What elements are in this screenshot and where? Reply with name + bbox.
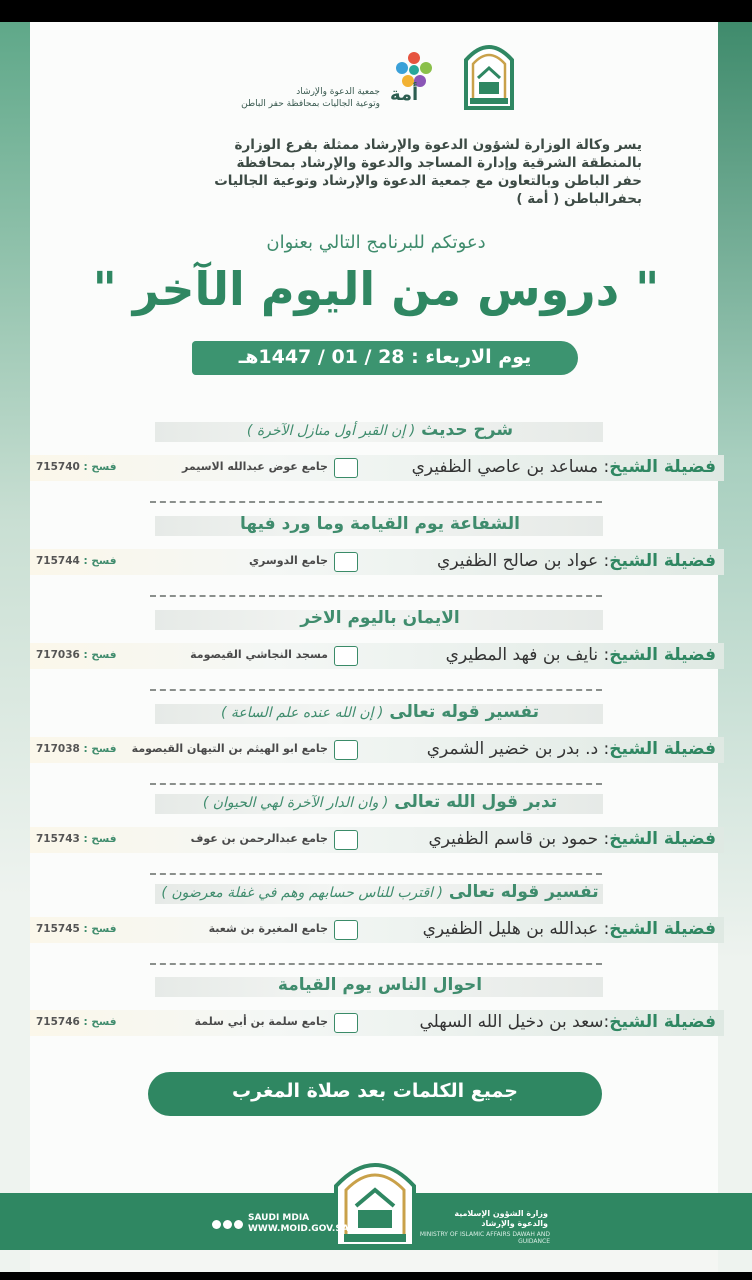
ministry-logo-icon — [462, 38, 516, 110]
site-info — [248, 1213, 349, 1235]
social-icons[interactable] — [212, 1214, 246, 1226]
sheikh-label: فضيلة الشيخ — [609, 1012, 716, 1032]
sheikh-name: : عبدالله بن هليل الظفيري — [422, 919, 610, 939]
mosque-icon — [334, 920, 358, 940]
sheikh-label: فضيلة الشيخ — [609, 645, 716, 665]
sheikh-name: : حمود بن قاسم الظفيري — [428, 829, 610, 849]
mosque-name: جامع عبدالرحمن بن عوف — [190, 832, 328, 845]
dashed-divider — [150, 963, 602, 965]
sheikh-label: فضيلة الشيخ — [609, 739, 716, 759]
lesson-topic-verse: ( إن القبر أول منازل الآخرة ) — [246, 423, 416, 439]
site-url[interactable]: WWW.MOID.GOV.SA — [248, 1224, 349, 1234]
permit-code — [36, 923, 116, 935]
permit-code — [36, 649, 116, 661]
mosque-icon — [334, 646, 358, 666]
permit-code — [36, 1016, 116, 1028]
lesson-topic — [120, 420, 640, 440]
sheikh-name: : نايف بن فهد المطيري — [445, 645, 610, 665]
date-text: يوم الاربعاء : 28 / 01 / 1447هـ — [238, 346, 532, 368]
permit-number: 717036 — [36, 649, 80, 661]
lesson-topic — [120, 975, 640, 995]
lesson-topic-verse: ( إن الله عنده علم الساعة ) — [220, 705, 384, 721]
ministry-name-en: MINISTRY OF ISLAMIC AFFAIRS DAWAH AND GUIDANCE — [419, 1231, 550, 1245]
mosque-location — [128, 550, 358, 574]
permit-label: فسح : — [83, 833, 117, 845]
permit-number: 715743 — [36, 833, 80, 845]
association-line-1: جمعية الدعوة والإرشاد — [296, 87, 380, 97]
sheikh-line — [386, 1012, 716, 1032]
lesson-topic-title: تدبر قول الله تعالى — [394, 792, 558, 812]
association-line-2: وتوعية الجاليات بمحافظة حفر الباطن — [241, 99, 380, 109]
mosque-location — [128, 644, 358, 668]
dashed-divider — [150, 783, 602, 785]
sheikh-line — [386, 919, 716, 939]
permit-code — [36, 555, 116, 567]
permit-code — [36, 833, 116, 845]
mosque-location — [128, 918, 358, 942]
lesson-topic-title: الشفاعة يوم القيامة وما ورد فيها — [240, 514, 520, 534]
permit-label: فسح : — [83, 743, 117, 755]
bottom-black-bar — [0, 1272, 752, 1280]
lesson-topic — [120, 792, 640, 812]
intro-line: حفر الباطن وبالتعاون مع جمعية الدعوة والإرشاد وتوعية الجاليات — [214, 173, 642, 189]
umma-wordmark: أمة — [390, 84, 419, 105]
mosque-icon — [334, 552, 358, 572]
sheikh-name: : مساعد بن عاصي الظفيري — [411, 457, 610, 477]
sheikh-label: فضيلة الشيخ — [609, 457, 716, 477]
permit-number: 715745 — [36, 923, 80, 935]
left-green-border — [0, 22, 30, 1272]
top-black-bar — [0, 0, 752, 22]
sheikh-line — [386, 645, 716, 665]
sheikh-label: فضيلة الشيخ — [609, 551, 716, 571]
mosque-location — [128, 738, 358, 762]
lesson-topic-title: الايمان باليوم الاخر — [300, 608, 460, 628]
dashed-divider — [150, 595, 602, 597]
social-icon[interactable] — [212, 1220, 221, 1229]
permit-number: 715746 — [36, 1016, 80, 1028]
mosque-name: جامع المغيرة بن شعبة — [208, 922, 328, 935]
mosque-name: مسجد النجاشي القيصومة — [190, 648, 328, 661]
dashed-divider — [150, 873, 602, 875]
mosque-icon — [334, 740, 358, 760]
mosque-icon — [334, 458, 358, 478]
mosque-location — [128, 1011, 358, 1035]
sheikh-label: فضيلة الشيخ — [609, 829, 716, 849]
social-icon[interactable] — [234, 1220, 243, 1229]
lesson-topic — [120, 608, 640, 628]
mosque-name: جامع سلمة بن أبي سلمة — [194, 1015, 328, 1028]
permit-number: 715744 — [36, 555, 80, 567]
lesson-topic — [120, 882, 640, 902]
sheikh-name: :سعد بن دخيل الله السهلي — [419, 1012, 610, 1032]
lesson-topic-title: تفسير قوله تعالى — [448, 882, 599, 902]
dashed-divider — [150, 689, 602, 691]
mosque-location — [128, 456, 358, 480]
program-title: " دروس من اليوم الآخر " — [92, 262, 660, 316]
permit-label: فسح : — [83, 1016, 117, 1028]
permit-label: فسح : — [83, 461, 117, 473]
intro-line: بحفرالباطن ( أمة ) — [516, 191, 642, 207]
permit-code — [36, 743, 116, 755]
lesson-topic — [120, 702, 640, 722]
permit-code — [36, 461, 116, 473]
sheikh-line — [386, 739, 716, 759]
permit-label: فسح : — [83, 555, 117, 567]
association-name — [220, 86, 380, 110]
lesson-topic-title: شرح حديث — [421, 420, 514, 440]
footer-note: جميع الكلمات بعد صلاة المغرب — [232, 1080, 518, 1102]
intro-line: يسر وكالة الوزارة لشؤون الدعوة والإرشاد ممثلة بفرع الوزارة — [234, 137, 642, 153]
invite-text: دعوتكم للبرنامج التالي بعنوان — [266, 232, 486, 253]
site-brand: SAUDI MDIA — [248, 1213, 310, 1223]
mosque-icon — [334, 1013, 358, 1033]
intro-paragraph — [82, 136, 642, 208]
social-icon[interactable] — [223, 1220, 232, 1229]
sheikh-name: : عواد بن صالح الظفيري — [437, 551, 610, 571]
sheikh-label: فضيلة الشيخ — [609, 919, 716, 939]
mosque-icon — [334, 830, 358, 850]
intro-line: بالمنطقة الشرقية وإدارة المساجد والدعوة والإرشاد بمحافظة — [236, 155, 642, 171]
mosque-name: جامع ابو الهيثم بن التيهان القيصومة — [131, 742, 328, 755]
sheikh-line — [386, 457, 716, 477]
permit-number: 715740 — [36, 461, 80, 473]
mosque-name: جامع الدوسري — [248, 554, 328, 567]
sheikh-line — [386, 551, 716, 571]
lesson-topic — [120, 514, 640, 534]
permit-label: فسح : — [83, 923, 117, 935]
lesson-topic-title: تفسير قوله تعالى — [389, 702, 540, 722]
permit-label: فسح : — [83, 649, 117, 661]
lesson-topic-verse: ( وان الدار الآخرة لهي الحيوان ) — [202, 795, 389, 811]
lesson-topic-verse: ( اقترب للناس حسابهم وهم في غفلة معرضون ) — [161, 885, 443, 901]
mosque-name: جامع عوض عبدالله الاسيمر — [182, 460, 328, 473]
sheikh-line — [386, 829, 716, 849]
dashed-divider — [150, 501, 602, 503]
ministry-name-ar: وزارة الشؤون الإسلامية والدعوة والإرشاد — [454, 1209, 548, 1228]
mosque-location — [128, 828, 358, 852]
sheikh-name: : د. بدر بن خضير الشمري — [426, 739, 610, 759]
permit-number: 717038 — [36, 743, 80, 755]
lesson-topic-title: احوال الناس يوم القيامة — [277, 975, 483, 995]
